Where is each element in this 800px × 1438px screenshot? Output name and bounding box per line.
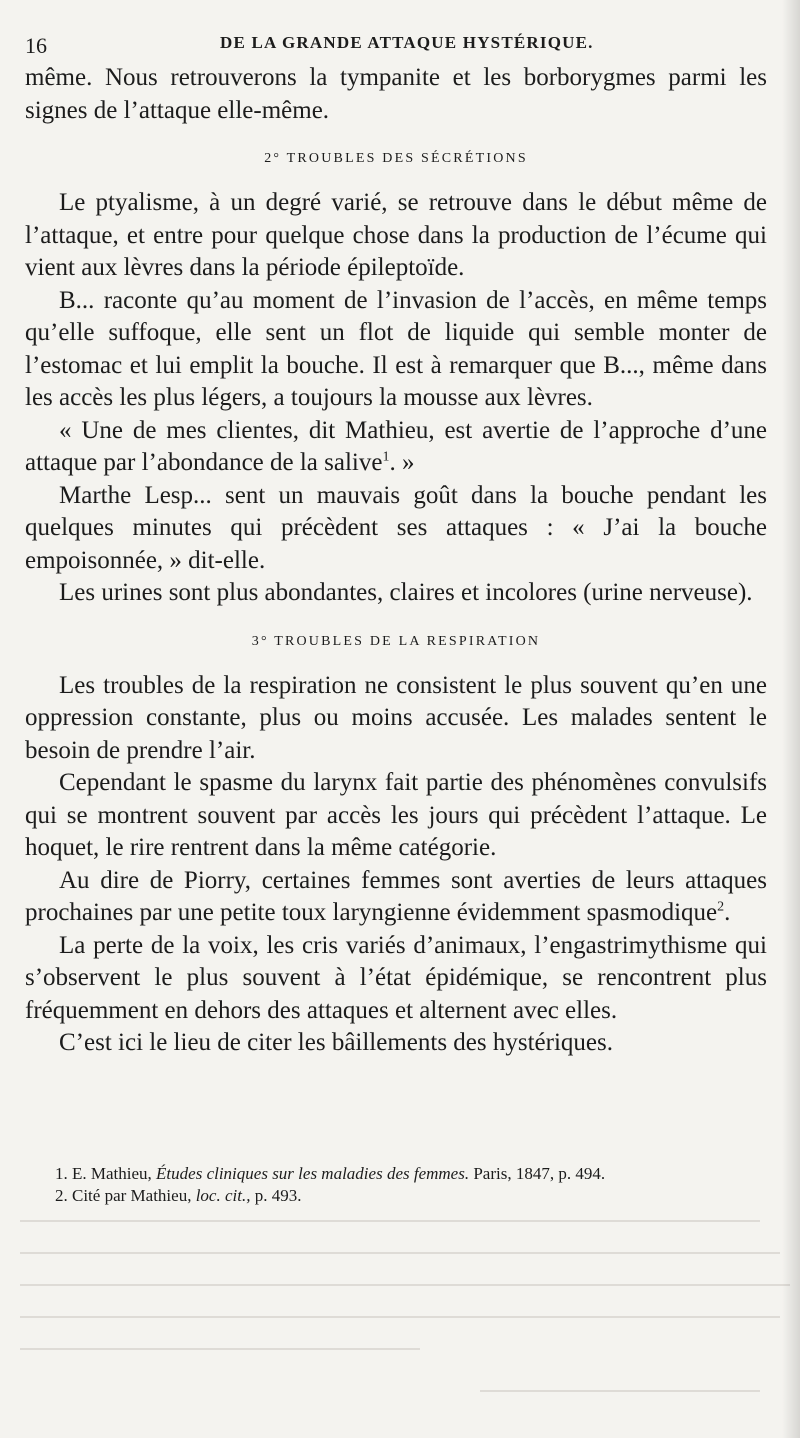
paragraph: C’est ici le lieu de citer les bâillements des hystériques. [59,1029,614,1056]
footnote-detail: p. 493. [254,1186,302,1205]
footnote-reference[interactable]: 1 [382,449,390,465]
footnote-detail: Paris, 1847, p. 494. [473,1164,606,1183]
paragraph-end: . [724,899,731,926]
footnote-title: loc. cit., [195,1186,251,1205]
page-header [25,33,765,63]
running-head: DE LA GRANDE ATTAQUE HYSTÉRIQUE. [220,33,594,52]
paragraph: Le ptyalisme, à un degré varié, se retrouve dans le début même de l’attaque, et entre pour quelque chose dans la production de l’écume qui vient aux lèvres dans la période épileptoïde. [25,189,767,281]
paragraph [25,415,767,480]
paragraph: même. Nous retrouverons la tympanite et les borborygmes parmi les signes de l’attaque elle-même. [25,64,767,124]
body-text [25,62,767,1060]
paragraph: Cependant le spasme du larynx fait partie des phénomènes convulsifs qui se montrent souvent par accès les jours qui précèdent l’attaque. Le hoquet, le rire rentrent dans la même catégorie. [25,769,767,861]
paragraph [25,865,767,930]
paragraph: La perte de la voix, les cris variés d’animaux, l’engastrimythisme qui s’observent le plus souvent à l’état épidémique, se rencontrent plus fréquemment en dehors des attaques et alternent avec elles. [25,931,767,1024]
show-through-texture [0,1200,800,1438]
footnote-reference[interactable]: 2 [717,899,725,915]
paragraph-text: Au dire de Piorry, certaines femmes sont averties de leurs attaques prochaines par une petite toux laryngienne évidemment spasmodique [25,866,767,926]
footnote-author: E. Mathieu, [72,1164,152,1183]
footnote-author: Cité par Mathieu, [72,1186,192,1205]
section-heading-secretions: 2° TROUBLES DES SÉCRÉTIONS [264,151,528,166]
paragraph: B... raconte qu’au moment de l’invasion de l’accès, en même temps qu’elle suffoque, elle sent un flot de liquide qui semble monter de l’estomac et lui emplit la bouche. Il est à remarquer que B..., même dans les accès les plus légers, a toujours la mousse aux lèvres. [25,286,767,411]
footnotes [55,1163,767,1207]
section-heading-respiration: 3° TROUBLES DE LA RESPIRATION [251,633,541,649]
paragraph-text: « Une de mes clientes, dit Mathieu, est avertie de l’approche d’une attaque par l’abondance de la salive [25,416,767,476]
paragraph: Les urines sont plus abondantes, claires et incolores (urine nerveuse). [59,579,753,606]
page-number: 16 [25,33,47,58]
footnote-number: 2. [55,1186,68,1205]
paragraph: Marthe Lesp... sent un mauvais goût dans la bouche pendant les quelques minutes qui précèdent ses attaques : « J’ai la bouche empoisonnée, » dit-elle. [25,481,767,574]
footnote-1 [55,1163,767,1185]
footnote-2 [55,1185,767,1207]
footnote-title: Études cliniques sur les maladies des femmes. [156,1164,470,1183]
paragraph: Les troubles de la respiration ne consistent le plus souvent qu’en une oppression constante, plus ou moins accusée. Les malades sentent le besoin de prendre l’air. [25,671,767,764]
page-edge-shadow [782,0,800,1438]
paragraph-end: . » [389,449,415,476]
footnote-number: 1. [55,1164,68,1183]
